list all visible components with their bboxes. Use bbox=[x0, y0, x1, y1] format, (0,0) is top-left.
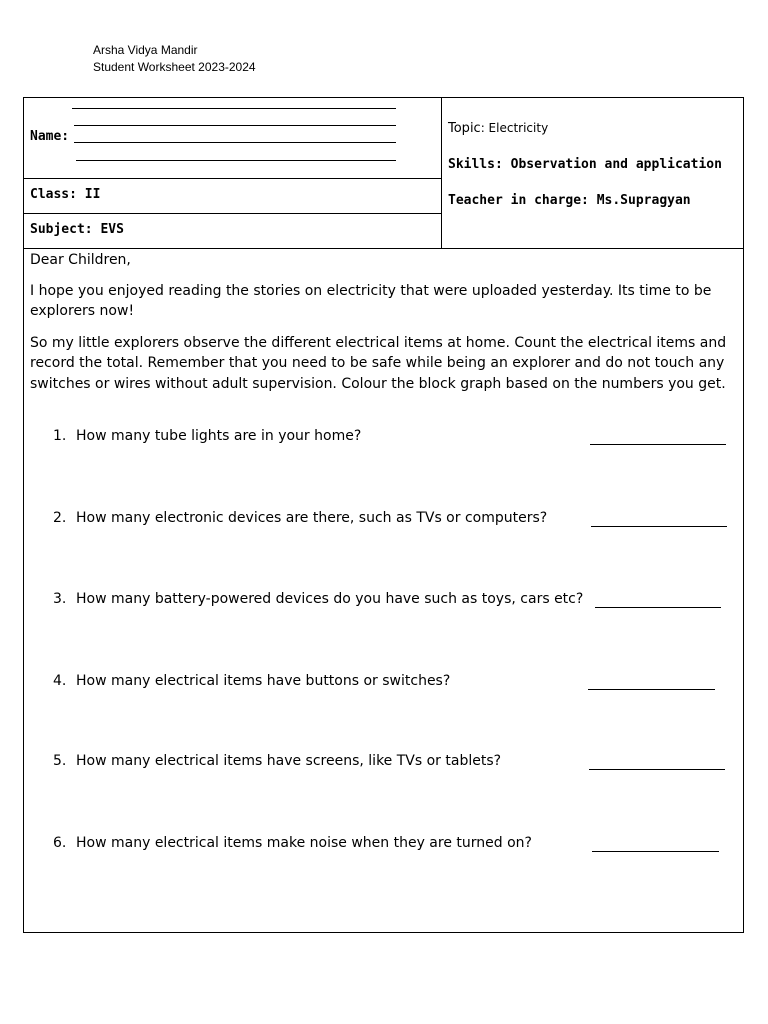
question-number: 4. bbox=[53, 673, 67, 689]
subject-label: Subject: EVS bbox=[30, 222, 124, 237]
question-number: 6. bbox=[53, 835, 67, 851]
answer-line-1[interactable] bbox=[590, 444, 726, 445]
question-4 bbox=[53, 673, 450, 689]
answer-line-6[interactable] bbox=[592, 851, 719, 852]
question-text: How many electrical items have screens, like TVs or tablets? bbox=[76, 753, 502, 769]
question-2 bbox=[53, 510, 547, 526]
question-1 bbox=[53, 428, 361, 444]
skills-line: Skills: Observation and application bbox=[448, 157, 722, 172]
teacher-line: Teacher in charge: Ms.Supragyan bbox=[448, 193, 691, 208]
instructions-paragraph: So my little explorers observe the different electrical items at home. Count the electrical items and record the total. Remember that you need to be safe while being an explorer and do not touch any switches or wires without adult supervision. Colour the block graph based on the numbers you get. bbox=[30, 334, 727, 392]
info-right-column bbox=[442, 98, 743, 248]
name-line-3[interactable] bbox=[74, 142, 396, 143]
name-label: Name: bbox=[30, 129, 70, 144]
topic-label: Topic bbox=[448, 121, 481, 136]
school-name: Arsha Vidya Mandir bbox=[93, 43, 198, 57]
class-cell bbox=[24, 178, 441, 214]
name-line-2[interactable] bbox=[74, 125, 396, 126]
answer-line-5[interactable] bbox=[589, 769, 725, 770]
worksheet-box bbox=[23, 97, 744, 933]
answer-line-4[interactable] bbox=[588, 689, 715, 690]
intro-paragraph: I hope you enjoyed reading the stories on electricity that were uploaded yesterday. Its time to be explorers now! bbox=[30, 282, 712, 319]
topic-line bbox=[448, 121, 548, 136]
question-text: How many battery-powered devices do you have such as toys, cars etc? bbox=[76, 591, 584, 607]
subject-cell bbox=[24, 213, 441, 248]
question-number: 1. bbox=[53, 428, 67, 444]
question-number: 3. bbox=[53, 591, 67, 607]
question-text: How many electrical items make noise when they are turned on? bbox=[76, 835, 532, 851]
letter-body bbox=[30, 250, 735, 394]
question-text: How many electrical items have buttons or switches? bbox=[76, 673, 451, 689]
answer-line-2[interactable] bbox=[591, 526, 727, 527]
worksheet-header bbox=[93, 42, 256, 76]
question-5 bbox=[53, 753, 501, 769]
topic-value: : Electricity bbox=[480, 121, 549, 135]
question-6 bbox=[53, 835, 532, 851]
greeting: Dear Children, bbox=[30, 252, 131, 268]
name-line-1[interactable] bbox=[72, 108, 396, 109]
question-number: 5. bbox=[53, 753, 67, 769]
info-table bbox=[24, 98, 743, 248]
question-text: How many tube lights are in your home? bbox=[76, 428, 362, 444]
name-line-4[interactable] bbox=[76, 160, 396, 161]
answer-line-3[interactable] bbox=[595, 607, 721, 608]
name-cell bbox=[24, 98, 441, 179]
question-number: 2. bbox=[53, 510, 67, 526]
info-table-bottom-border bbox=[24, 248, 743, 249]
question-text: How many electronic devices are there, such as TVs or computers? bbox=[76, 510, 548, 526]
class-label: Class: II bbox=[30, 187, 101, 202]
question-3 bbox=[53, 591, 583, 607]
info-left-column bbox=[24, 98, 442, 248]
worksheet-title: Student Worksheet 2023-2024 bbox=[93, 60, 256, 74]
